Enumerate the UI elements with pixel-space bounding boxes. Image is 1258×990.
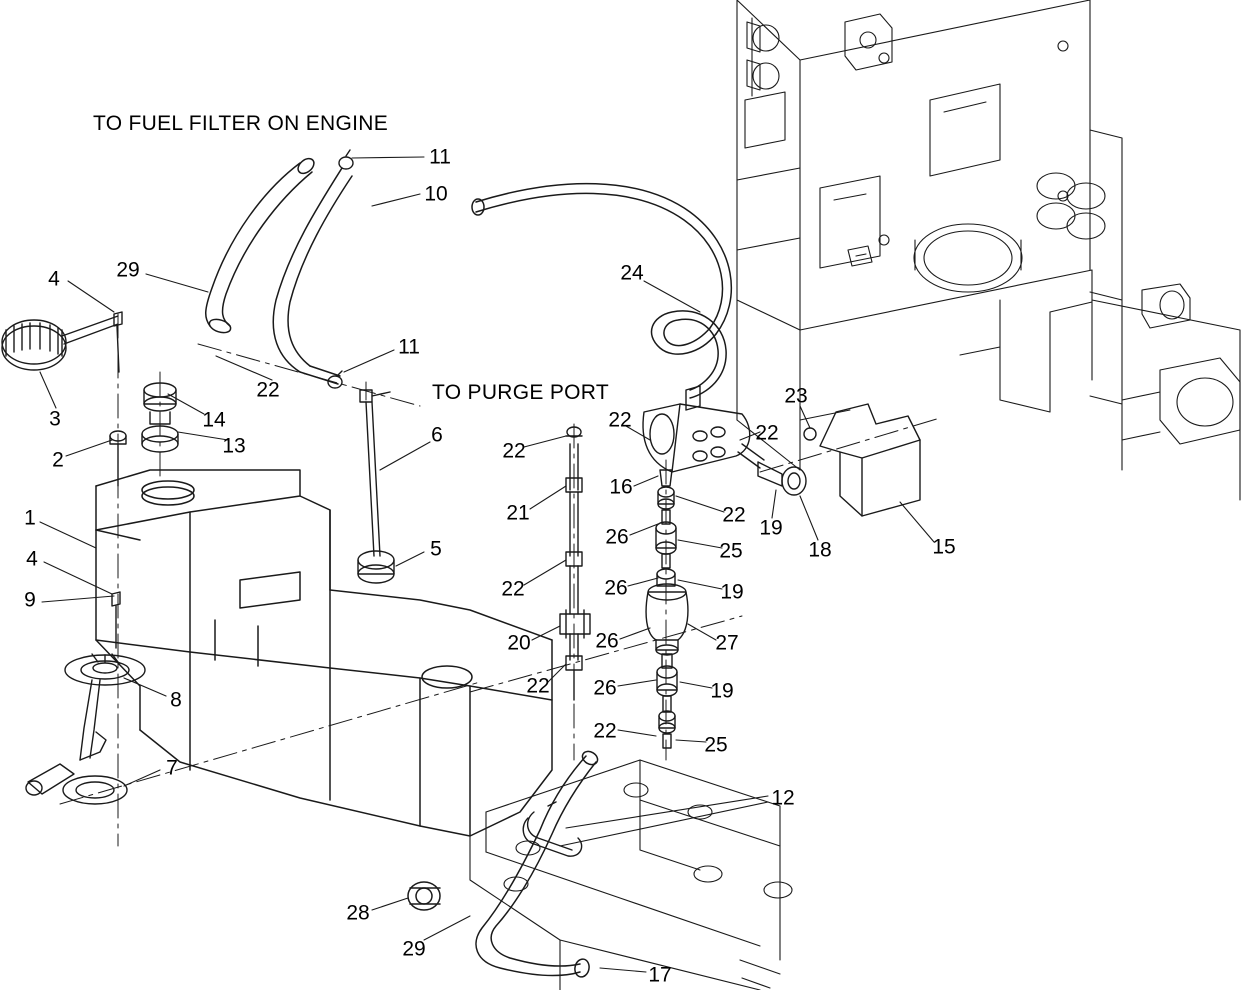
callout-number: 29 [402,937,426,961]
note-purge-port: TO PURGE PORT [432,381,609,404]
callout-number: 27 [715,631,739,655]
callout-number: 18 [808,538,832,562]
callout-number: 19 [759,516,783,540]
callout-number: 22 [593,719,617,743]
callout-number: 16 [609,475,633,499]
callout-number: 23 [784,384,808,408]
callout-number: 4 [26,547,38,571]
callout-number: 20 [507,631,531,655]
callout-number: 1 [24,506,36,530]
callout-number: 17 [648,963,672,987]
callout-number: 29 [116,258,140,282]
callout-number: 4 [48,267,60,291]
callout-number: 22 [755,421,779,445]
callout-number: 22 [256,378,280,402]
callout-number: 14 [202,408,226,432]
callout-number: 13 [222,434,246,458]
callout-number: 24 [620,261,644,285]
callout-number: 2 [52,448,64,472]
callout-number: 9 [24,588,36,612]
callout-number: 26 [593,676,617,700]
callout-number: 26 [595,629,619,653]
callout-number: 22 [501,577,525,601]
callout-number: 11 [429,145,451,169]
callout-number: 10 [424,182,448,206]
callout-number: 25 [719,539,743,563]
callout-number: 19 [720,580,744,604]
callout-number: 22 [526,674,550,698]
callout-number: 11 [398,335,420,359]
callout-number: 26 [604,576,628,600]
callout-number: 22 [502,439,526,463]
callout-number: 26 [605,525,629,549]
callout-number: 19 [710,679,734,703]
callout-number: 3 [49,407,61,431]
callout-number: 15 [932,535,956,559]
callout-number: 6 [431,423,443,447]
callout-number: 21 [506,501,530,525]
callout-number: 7 [166,756,178,780]
callout-number: 28 [346,901,370,925]
callout-number: 22 [722,503,746,527]
callout-number: 22 [608,408,632,432]
callout-number: 5 [430,537,442,561]
callout-number: 25 [704,733,728,757]
note-fuel-filter: TO FUEL FILTER ON ENGINE [93,112,389,135]
callout-number: 8 [170,688,182,712]
callout-number: 12 [771,786,795,810]
